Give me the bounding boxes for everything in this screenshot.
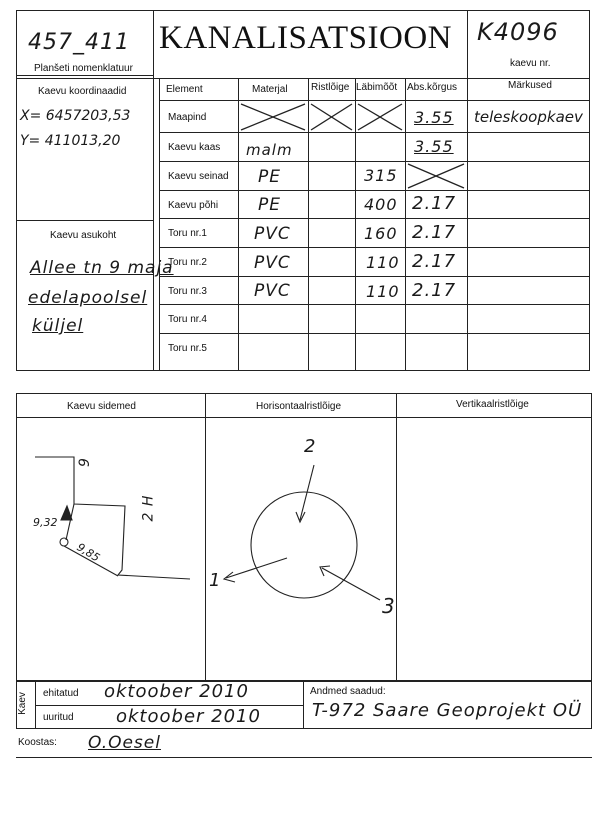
- cell-material: PVC: [254, 253, 291, 273]
- col-header-material: Materjal: [252, 84, 288, 95]
- col-header-element: Element: [166, 84, 203, 95]
- cell-height: 3.55: [414, 108, 454, 127]
- row-element: Kaevu seinad: [168, 171, 229, 182]
- cell-height: 2.17: [412, 222, 457, 243]
- row-element: Toru nr.1: [168, 228, 207, 239]
- pipe-3-label: 3: [382, 594, 396, 618]
- row-element: Toru nr.5: [168, 343, 207, 354]
- cell-height: 2.17: [412, 193, 457, 214]
- coordinate-y: Y= 411013,20: [20, 133, 121, 149]
- cell-height: 3.55: [414, 137, 454, 156]
- col-header-diameter: Läbimõõt: [356, 82, 398, 93]
- data-from-label: Andmed saadud:: [310, 686, 386, 697]
- location-line-2: edelapoolsel: [28, 288, 148, 308]
- tie-932: 9,32: [33, 516, 58, 529]
- tie-985: 9,85: [74, 540, 103, 565]
- cell-diameter: 160: [364, 224, 398, 243]
- coordinates-label: Kaevu koordinaadid: [38, 86, 127, 97]
- vertical-section-label: Vertikaalristlõige: [456, 399, 529, 410]
- location-label: Kaevu asukoht: [50, 230, 117, 241]
- well-number-value: K4096: [477, 18, 559, 46]
- compiled-label: Koostas:: [18, 737, 57, 748]
- cell-material: malm: [246, 141, 293, 159]
- built-value: oktoober 2010: [104, 681, 249, 702]
- cell-diameter: 110: [366, 282, 400, 301]
- horizontal-section-label: Horisontaalristlõige: [256, 401, 342, 412]
- row-element: Toru nr.4: [168, 314, 207, 325]
- cell-height: 2.17: [412, 280, 457, 301]
- row-element: Maapind: [168, 112, 207, 123]
- ties-label: Kaevu sidemed: [67, 401, 136, 412]
- sheet-nomenclature-value: 457_411: [28, 30, 130, 55]
- col-header-notes: Märkused: [508, 80, 552, 91]
- cell-diameter: 400: [364, 195, 398, 214]
- row-element: Kaevu kaas: [168, 142, 221, 153]
- tie-2h: 2 H: [140, 494, 157, 522]
- data-from-value: T-972 Saare Geoprojekt OÜ: [312, 700, 583, 721]
- col-header-height: Abs.kõrgus: [407, 82, 458, 93]
- well-label: Kaev: [16, 692, 28, 715]
- cell-material: PE: [258, 195, 281, 215]
- coordinate-x: X= 6457203,53: [20, 108, 131, 124]
- compiled-value: O.Oesel: [88, 733, 161, 753]
- page-title: KANALISATSIOON: [159, 20, 452, 56]
- well-number-label: kaevu nr.: [510, 58, 551, 69]
- built-label: ehitatud: [43, 688, 79, 699]
- cell-material: PVC: [254, 281, 291, 301]
- cell-material: PE: [258, 167, 281, 187]
- cell-height: 2.17: [412, 251, 457, 272]
- col-header-section: Ristlõige: [311, 82, 350, 93]
- tie-9: 9: [76, 457, 93, 467]
- row-element: Kaevu põhi: [168, 200, 219, 211]
- sheet-nomenclature-label: Planšeti nomenklatuur: [34, 63, 133, 74]
- cell-notes: teleskoopkaev: [474, 108, 583, 126]
- location-line-1: Allee tn 9 maja: [30, 258, 174, 278]
- row-element: Toru nr.3: [168, 286, 207, 297]
- surveyed-label: uuritud: [43, 712, 74, 723]
- cell-diameter: 315: [364, 166, 398, 185]
- pipe-2-label: 2: [304, 436, 317, 457]
- cell-material: PVC: [254, 224, 291, 244]
- cell-diameter: 110: [366, 253, 400, 272]
- row-element: Toru nr.2: [168, 257, 207, 268]
- surveyed-value: oktoober 2010: [116, 706, 261, 727]
- location-line-3: küljel: [32, 316, 84, 336]
- pipe-1-label: 1: [209, 570, 222, 591]
